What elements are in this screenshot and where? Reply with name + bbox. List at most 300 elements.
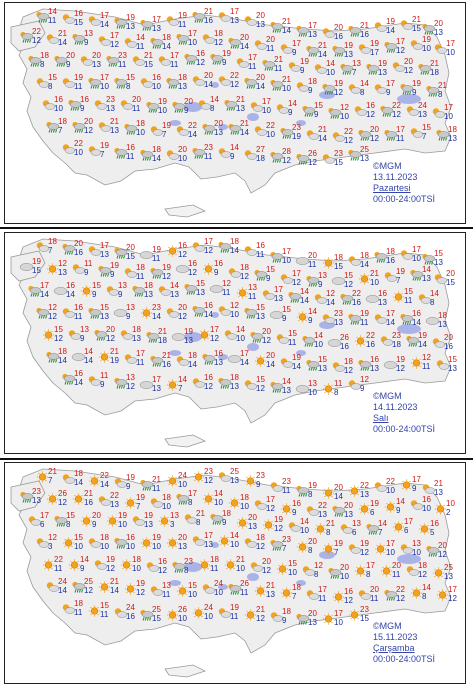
city-forecast	[409, 583, 437, 603]
low-temp: 16	[204, 16, 213, 25]
high-temp: 17	[188, 489, 197, 498]
low-temp: 8	[334, 388, 339, 397]
high-temp: 22	[32, 27, 41, 36]
high-temp: 20	[262, 557, 271, 566]
low-temp: 10	[282, 84, 291, 93]
low-temp: 8	[184, 566, 189, 575]
city-forecast	[379, 331, 407, 351]
city-forecast	[235, 513, 263, 533]
city-forecast	[331, 357, 359, 377]
high-temp: 23	[152, 303, 161, 312]
forecast-panel-1	[4, 2, 466, 224]
high-temp: 20	[446, 269, 455, 278]
city-forecast	[301, 561, 329, 581]
low-temp: 10	[100, 82, 109, 91]
low-temp: 9	[84, 38, 89, 47]
low-temp: 18	[256, 154, 265, 163]
low-temp: 12	[106, 564, 115, 573]
high-temp: 16	[292, 499, 301, 508]
high-temp: 13	[352, 59, 361, 68]
low-temp: 13	[378, 68, 387, 77]
high-temp: 21	[48, 467, 57, 476]
low-temp: 14	[230, 246, 239, 255]
city-forecast	[217, 373, 245, 393]
high-temp: 15	[100, 303, 109, 312]
low-temp: 10	[178, 480, 187, 489]
city-forecast	[347, 79, 375, 99]
high-temp: 17	[136, 349, 145, 358]
city-forecast	[97, 577, 125, 597]
low-temp: 7	[48, 476, 53, 485]
city-forecast	[399, 539, 427, 559]
low-temp: 9	[266, 274, 271, 283]
city-forecast	[87, 73, 115, 93]
city-forecast	[279, 353, 307, 373]
low-temp: 11	[170, 60, 179, 69]
high-temp: 19	[292, 353, 301, 362]
low-temp: 10	[266, 130, 275, 139]
city-forecast	[71, 259, 99, 279]
city-forecast	[357, 125, 385, 145]
low-temp: 9	[92, 290, 97, 299]
high-temp: 15	[54, 325, 63, 334]
city-forecast	[61, 469, 89, 489]
low-temp: 11	[74, 82, 83, 91]
low-temp: 13	[144, 290, 153, 299]
high-temp: 20	[240, 33, 249, 42]
city-forecast	[379, 101, 407, 121]
high-temp: 19	[308, 481, 317, 490]
high-temp: 21	[236, 95, 245, 104]
high-temp: 21	[152, 475, 161, 484]
city-forecast	[97, 31, 125, 51]
low-temp: 9	[84, 268, 89, 277]
city-forecast	[357, 585, 385, 605]
low-temp: 9	[412, 88, 417, 97]
high-temp: 19	[274, 515, 283, 524]
high-temp: 20	[106, 325, 115, 334]
low-temp: 8	[210, 104, 215, 113]
city-forecast	[79, 511, 107, 531]
low-temp: 7	[396, 276, 401, 285]
city-forecast	[295, 379, 323, 399]
city-forecast	[353, 331, 381, 351]
city-forecast	[171, 327, 199, 347]
high-temp: 15	[434, 249, 443, 258]
low-temp: 13	[308, 618, 317, 627]
city-forecast	[123, 579, 151, 599]
high-temp: 20	[266, 35, 275, 44]
city-forecast	[305, 355, 333, 375]
low-temp: 13	[444, 572, 453, 581]
city-forecast	[269, 147, 297, 167]
city-forecast	[201, 579, 229, 599]
high-temp: 16	[422, 495, 431, 504]
city-forecast	[435, 125, 463, 145]
high-temp: 15	[448, 355, 457, 364]
low-temp: 12	[204, 476, 213, 485]
high-temp: 16	[430, 519, 439, 528]
high-temp: 19	[162, 263, 171, 272]
high-temp: 26	[340, 333, 349, 342]
high-temp: 21	[412, 15, 421, 24]
low-temp: 12	[126, 382, 135, 391]
high-temp: 19	[162, 121, 171, 130]
city-forecast	[119, 555, 147, 575]
cyprus-outline	[165, 435, 205, 447]
low-temp: 13	[422, 274, 431, 283]
high-temp: 18	[136, 119, 145, 128]
high-temp: 19	[152, 245, 161, 254]
high-temp: 20	[266, 351, 275, 360]
low-temp: 10	[178, 614, 187, 623]
forecast-caption	[373, 161, 435, 205]
high-temp: 12	[230, 301, 239, 310]
low-temp: 14	[188, 360, 197, 369]
low-temp: 11	[282, 486, 291, 495]
low-temp: 11	[54, 564, 63, 573]
low-temp: 14	[204, 80, 213, 89]
city-forecast	[405, 101, 433, 121]
city-forecast	[191, 301, 219, 321]
low-temp: 13	[266, 590, 275, 599]
high-temp: 21	[326, 519, 335, 528]
low-temp: 9	[110, 270, 115, 279]
city-forecast	[131, 511, 159, 531]
high-temp: 19	[360, 309, 369, 318]
high-temp: 22	[230, 71, 239, 80]
city-forecast	[175, 259, 203, 279]
low-temp: 9	[222, 518, 227, 527]
low-temp: 8	[430, 298, 435, 307]
city-forecast	[149, 493, 177, 513]
low-temp: 7	[178, 384, 183, 393]
low-temp: 14	[282, 26, 291, 35]
low-temp: 10	[158, 106, 167, 115]
low-temp: 15	[126, 252, 135, 261]
city-forecast	[61, 9, 89, 29]
cyprus-outline	[165, 665, 205, 677]
city-forecast	[269, 247, 297, 267]
high-temp: 13	[170, 511, 179, 520]
high-temp: 17	[274, 285, 283, 294]
city-forecast	[431, 103, 459, 123]
city-forecast	[409, 353, 437, 373]
city-forecast	[313, 519, 341, 539]
high-temp: 24	[178, 471, 187, 480]
forecast-date: 13.11.2023	[373, 172, 418, 182]
high-temp: 23	[360, 605, 369, 614]
high-temp: 22	[392, 101, 401, 110]
low-temp: 15	[412, 24, 421, 33]
high-temp: 27	[256, 145, 265, 154]
city-forecast	[391, 57, 419, 77]
city-forecast	[53, 281, 81, 301]
city-forecast	[347, 605, 375, 625]
low-temp: 14	[360, 260, 369, 269]
low-temp: 8	[438, 90, 443, 99]
high-temp: 18	[418, 561, 427, 570]
high-temp: 20	[340, 563, 349, 572]
city-forecast	[201, 489, 229, 509]
high-temp: 23	[282, 477, 291, 486]
low-temp: 16	[74, 248, 83, 257]
city-forecast	[35, 303, 63, 323]
high-temp: 18	[132, 555, 141, 564]
high-temp: 17	[396, 125, 405, 134]
city-forecast	[165, 471, 193, 491]
low-temp: 9	[118, 290, 123, 299]
city-forecast	[347, 481, 375, 501]
city-forecast	[217, 237, 245, 257]
low-temp: 14	[386, 26, 395, 35]
city-forecast	[365, 59, 393, 79]
city-forecast	[249, 557, 277, 577]
low-temp: 12	[262, 566, 271, 575]
high-temp: 18	[292, 583, 301, 592]
low-temp: 12	[282, 156, 291, 165]
high-temp: 17	[204, 531, 213, 540]
city-forecast	[235, 53, 263, 73]
low-temp: 12	[32, 36, 41, 45]
low-temp: 10	[340, 112, 349, 121]
low-temp: 9	[66, 60, 71, 69]
city-forecast	[61, 369, 89, 389]
city-forecast	[19, 257, 47, 277]
city-forecast	[165, 145, 193, 165]
city-forecast	[149, 581, 177, 601]
city-forecast	[113, 603, 141, 623]
city-forecast	[119, 95, 147, 115]
low-temp: 12	[256, 542, 265, 551]
low-temp: 14	[40, 290, 49, 299]
high-temp: 18	[222, 509, 231, 518]
high-temp: 21	[282, 17, 291, 26]
low-temp: 13	[448, 364, 457, 373]
low-temp: 13	[360, 154, 369, 163]
low-temp: 12	[136, 588, 145, 597]
low-temp: 11	[118, 60, 127, 69]
high-temp: 17	[248, 53, 257, 62]
high-temp: 23	[106, 95, 115, 104]
high-temp: 15	[282, 305, 291, 314]
low-temp: 11	[274, 64, 283, 73]
city-forecast	[183, 279, 211, 299]
city-forecast	[321, 23, 349, 43]
city-forecast	[417, 59, 445, 79]
low-temp: 10	[386, 548, 395, 557]
city-forecast	[417, 289, 445, 309]
low-temp: 8	[360, 88, 365, 97]
city-forecast	[149, 33, 177, 53]
city-forecast	[321, 379, 349, 399]
high-temp: 17	[386, 79, 395, 88]
high-temp: 15	[196, 279, 205, 288]
city-forecast	[269, 477, 297, 497]
low-temp: 13	[256, 20, 265, 29]
low-temp: 11	[210, 564, 219, 573]
high-temp: 18	[240, 263, 249, 272]
high-temp: 16	[158, 557, 167, 566]
high-temp: 19	[74, 73, 83, 82]
city-forecast	[313, 289, 341, 309]
low-temp: 12	[110, 40, 119, 49]
low-temp: 12	[162, 272, 171, 281]
low-temp: 12	[106, 334, 115, 343]
low-temp: 8	[188, 498, 193, 507]
low-temp: 11	[222, 288, 231, 297]
low-temp: 10	[236, 334, 245, 343]
high-temp: 17	[318, 585, 327, 594]
city-forecast	[123, 349, 151, 369]
high-temp: 17	[448, 585, 457, 594]
low-temp: 11	[100, 610, 109, 619]
city-forecast	[145, 97, 173, 117]
low-temp: 7	[282, 544, 287, 553]
city-forecast	[217, 71, 245, 91]
low-temp: 8	[48, 82, 53, 91]
high-temp: 22	[266, 121, 275, 130]
high-temp: 18	[240, 493, 249, 502]
city-forecast	[243, 375, 271, 395]
low-temp: 8	[126, 82, 131, 91]
high-temp: 13	[318, 271, 327, 280]
high-temp: 18	[210, 555, 219, 564]
high-temp: 28	[282, 147, 291, 156]
low-temp: 8	[422, 592, 427, 601]
low-temp: 11	[152, 254, 161, 263]
forecast-day: Pazartesi	[373, 183, 411, 193]
low-temp: 14	[266, 360, 275, 369]
low-temp: 13	[126, 22, 135, 31]
high-temp: 12	[360, 375, 369, 384]
high-temp: 16	[196, 49, 205, 58]
high-temp: 19	[360, 539, 369, 548]
high-temp: 19	[386, 17, 395, 26]
city-forecast	[347, 145, 375, 165]
high-temp: 19	[334, 539, 343, 548]
high-temp: 23	[392, 331, 401, 340]
city-forecast	[61, 73, 89, 93]
copyright-label: ©MGM	[373, 161, 402, 171]
high-temp: 20	[444, 333, 453, 342]
city-forecast	[175, 351, 203, 371]
city-forecast	[171, 97, 199, 117]
high-temp: 14	[210, 95, 219, 104]
city-forecast	[243, 145, 271, 165]
city-forecast	[431, 333, 459, 353]
low-temp: 10	[74, 148, 83, 157]
city-forecast	[327, 103, 355, 123]
city-forecast	[433, 39, 461, 59]
low-temp: 13	[196, 288, 205, 297]
city-forecast	[243, 241, 271, 261]
city-forecast	[339, 289, 367, 309]
high-temp: 18	[188, 351, 197, 360]
low-temp: 8	[66, 520, 71, 529]
high-temp: 18	[214, 29, 223, 38]
low-temp: 13	[230, 382, 239, 391]
high-temp: 18	[40, 51, 49, 60]
high-temp: 15	[126, 73, 135, 82]
high-temp: 20	[178, 145, 187, 154]
low-temp: 10	[214, 588, 223, 597]
city-forecast	[217, 467, 245, 487]
city-forecast	[175, 581, 203, 601]
city-forecast	[139, 303, 167, 323]
copyright-label: ©MGM	[373, 621, 402, 631]
low-temp: 12	[158, 566, 167, 575]
high-temp: 20	[434, 19, 443, 28]
high-temp: 16	[126, 143, 135, 152]
low-temp: 11	[256, 250, 265, 259]
high-temp: 19	[230, 603, 239, 612]
high-temp: 26	[308, 149, 317, 158]
low-temp: 13	[230, 16, 239, 25]
high-temp: 15	[422, 123, 431, 132]
low-temp: 10	[188, 38, 197, 47]
city-forecast	[217, 603, 245, 623]
high-temp: 13	[84, 29, 93, 38]
high-temp: 16	[74, 303, 83, 312]
low-temp: 7	[422, 132, 427, 141]
low-temp: 10	[446, 48, 455, 57]
low-temp: 12	[256, 614, 265, 623]
low-temp: 10	[188, 590, 197, 599]
city-forecast	[379, 561, 407, 581]
city-forecast	[165, 605, 193, 625]
low-temp: 11	[152, 484, 161, 493]
low-temp: 9	[80, 104, 85, 113]
low-temp: 8	[308, 490, 313, 499]
high-temp: 16	[74, 9, 83, 18]
city-forecast	[253, 351, 281, 371]
city-forecast	[131, 51, 159, 71]
low-temp: 8	[326, 528, 331, 537]
city-forecast	[209, 49, 237, 69]
cyprus-outline	[165, 205, 205, 217]
high-temp: 14	[396, 497, 405, 506]
high-temp: 14	[84, 347, 93, 356]
high-temp: 23	[282, 535, 291, 544]
city-forecast	[61, 139, 89, 159]
low-temp: 7	[48, 246, 53, 255]
city-forecast	[105, 51, 133, 71]
high-temp: 19	[32, 257, 41, 266]
low-temp: 11	[422, 362, 431, 371]
city-forecast	[269, 75, 297, 95]
low-temp: 14	[418, 340, 427, 349]
high-temp: 14	[214, 489, 223, 498]
city-forecast	[227, 119, 255, 139]
city-forecast	[67, 95, 95, 115]
high-temp: 19	[378, 59, 387, 68]
high-temp: 20	[74, 239, 83, 248]
high-temp: 17	[266, 495, 275, 504]
city-forecast	[165, 303, 193, 323]
low-temp: 10	[136, 128, 145, 137]
low-temp: 11	[370, 594, 379, 603]
high-temp: 15	[188, 581, 197, 590]
city-forecast	[191, 467, 219, 487]
high-temp: 19	[422, 35, 431, 44]
city-forecast	[79, 51, 107, 71]
forecast-hours: 00:00-24:00TSİ	[373, 654, 436, 664]
high-temp: 16	[204, 373, 213, 382]
low-temp: 13	[282, 386, 291, 395]
city-forecast	[53, 51, 81, 71]
city-forecast	[313, 59, 341, 79]
